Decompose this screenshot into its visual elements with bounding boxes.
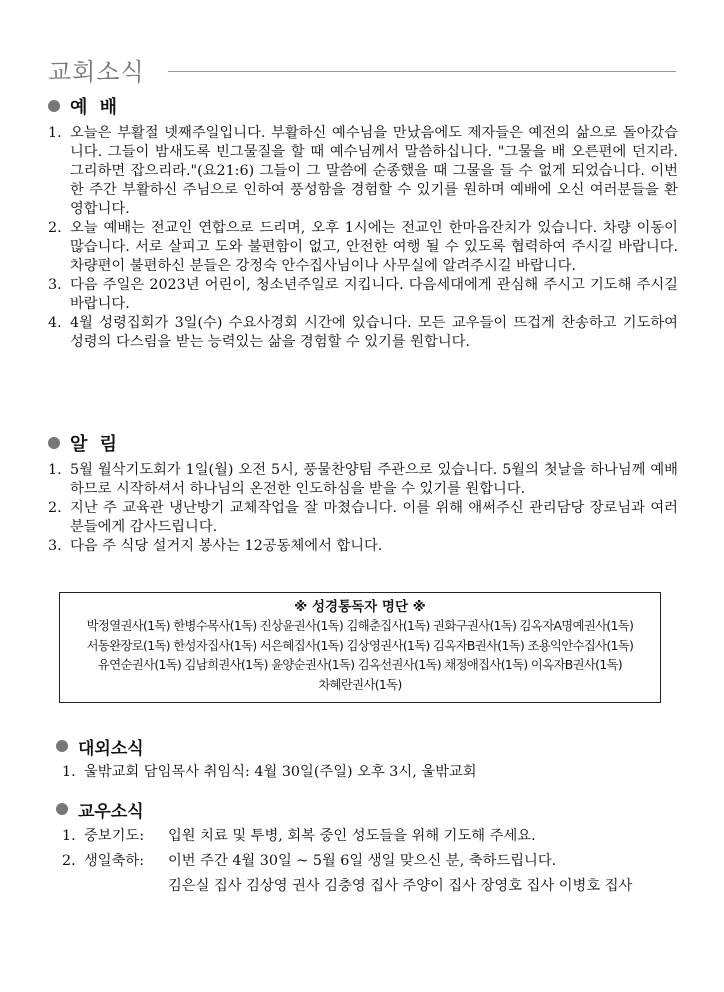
- list-item: 1. 5월 월삭기도회가 1일(월) 오전 5시, 풍물찬양팀 주관으로 있습니다. 5월의 첫날을 하나님께 예배하므로 시작하셔서 하나님의 온전한 인도하심을 받을 수 있기를 원합니다.: [48, 462, 678, 497]
- worship-item-text: 오늘은 부활절 넷째주일입니다. 부활하신 예수님을 만났음에도 제자들은 예전의 삶으로 돌아갔습니다. 그들이 밤새도록 빈그물질을 할 때 예수님께서 말씀하십니다. "그물을 배 오른편에 던지라.그리하면 잡으리라."(요21:6) 그들이 그 말씀에 순종했을 때 그물을 들 수 없게 되었습니다. 이번 한 주간 부활하신 주님으로 인하여 풍성함을 경험할 수 있기를 원하며 예배에 오신 여러분들을 환영합니다.: [70, 125, 678, 217]
- prayer-label: 중보기도:: [84, 828, 145, 844]
- reader-line: 차혜란권사(1독): [318, 677, 402, 692]
- birthday-names: 김은실 집사 김상영 권사 김충영 집사 주양이 집사 장영호 집사 이병호 집사: [168, 878, 633, 894]
- title-divider: [168, 71, 676, 72]
- prayer-text: 입원 치료 및 투병, 회복 중인 성도들을 위해 기도해 주세요.: [168, 828, 536, 844]
- list-item: 1. 오늘은 부활절 넷째주일입니다. 부활하신 예수님을 만났음에도 제자들은 예전의 삶으로 돌아갔습니다. 그들이 밤새도록 빈그물질을 할 때 예수님께서 말씀하십니다. "그물을 배 오른편에 던지라.그리하면 잡으리라."(요21:6) 그들이 그 말씀에 순종했을 때 그물을 들 수 없게 되었습니다. 이번 한 주간 부활하신 주님으로 인하여 풍성함을 경험할 수 있기를 원하며 예배에 오신 여러분들을 환영합니다.: [48, 125, 678, 217]
- external-heading: 대외소식: [78, 738, 144, 759]
- list-item: 3. 다음 주 식당 설거지 봉사는 12공동체에서 합니다.: [48, 537, 678, 556]
- pastoral-section: [56, 796, 676, 899]
- list-item: 1. 울밖교회 담임목사 취임식: 4월 30일(주일) 오후 3시, 울밖교회: [62, 763, 676, 782]
- reader-line: 유연순권사(1독) 김남희권사(1독) 윤양순권사(1독) 김옥선권사(1독) 채정애집사(1독) 이옥자B권사(1독): [97, 658, 623, 672]
- worship-heading: 예 배: [70, 97, 121, 118]
- notice-item-text: 지난 주 교육관 냉난방기 교체작업을 잘 마쳤습니다. 이를 위해 애써주신 관리담당 장로님과 여러분들에게 감사드립니다.: [70, 500, 678, 535]
- notices-section: [48, 430, 678, 556]
- list-item: 2. 오늘 예배는 전교인 연합으로 드리며, 오후 1시에는 전교인 한마음잔치가 있습니다. 차량 이동이 많습니다. 서로 살피고 도와 불편함이 없고, 안전한 여행 될 수 있도록 협력하여 주시길 바랍니다. 차량편이 불편하신 분들은 강정숙 안수집사님이나 사무실에 알려주시길 바랍니다.: [48, 220, 678, 274]
- list-item: 3. 다음 주일은 2023년 어린이, 청소년주일로 지킵니다. 다음세대에게 관심해 주시고 기도해 주시길 바랍니다.: [48, 277, 678, 312]
- notice-item-text: 다음 주 식당 설거지 봉사는 12공동체에서 합니다.: [70, 538, 383, 554]
- list-item: 2. 지난 주 교육관 냉난방기 교체작업을 잘 마쳤습니다. 이를 위해 애써주신 관리담당 장로님과 여러분들에게 감사드립니다.: [48, 500, 678, 535]
- list-item: 4. 4월 성령집회가 3일(수) 수요사경회 시간에 있습니다. 모든 교우들이 뜨겁게 찬송하고 기도하여 성령의 다스림을 받는 능력있는 삶을 경험할 수 있기를 원합니다.: [48, 315, 678, 350]
- birthday-label: 생일축하:: [84, 853, 145, 869]
- bullet-icon: [48, 437, 60, 449]
- birthday-text: 이번 주간 4월 30일 ~ 5월 6일 생일 맞으신 분, 축하드립니다.: [168, 853, 557, 869]
- external-section: [56, 733, 676, 782]
- notice-item-text: 5월 월삭기도회가 1일(월) 오전 5시, 풍물찬양팀 주관으로 있습니다. 5월의 첫날을 하나님께 예배하므로 시작하셔서 하나님의 온전한 인도하심을 받을 수 있기를 원합니다.: [70, 462, 678, 497]
- pastoral-heading: 교우소식: [78, 801, 144, 822]
- page-title: 교회소식: [48, 58, 145, 86]
- bullet-icon: [48, 100, 60, 112]
- list-item: 2. 생일축하: 이번 주간 4월 30일 ~ 5월 6일 생일 맞으신 분, 축하드립니다.: [62, 849, 676, 874]
- reader-line: 박정열권사(1독) 한병수목사(1독) 진상윤권사(1독) 김해춘집사(1독) 권화구권사(1독) 김옥자A명예권사(1독): [86, 619, 634, 633]
- notices-heading: 알 림: [70, 434, 121, 455]
- bible-readers-title: ※ 성경통독자 명단 ※: [294, 599, 426, 615]
- list-item: 1. 중보기도: 입원 치료 및 투병, 회복 중인 성도들을 위해 기도해 주세요.: [62, 824, 676, 849]
- bullet-icon: [56, 740, 68, 752]
- bullet-icon: [56, 803, 68, 815]
- bible-readers-box: [59, 592, 661, 703]
- worship-item-text: 다음 주일은 2023년 어린이, 청소년주일로 지킵니다. 다음세대에게 관심해 주시고 기도해 주시길 바랍니다.: [70, 277, 678, 312]
- external-item-text: 울밖교회 담임목사 취임식: 4월 30일(주일) 오후 3시, 울밖교회: [84, 764, 477, 780]
- reader-line: 서동완장로(1독) 한성자집사(1독) 서은혜집사(1독) 김상영권사(1독) 김옥자B권사(1독) 조용익안수집사(1독): [86, 638, 634, 653]
- worship-item-text: 4월 성령집회가 3일(수) 수요사경회 시간에 있습니다. 모든 교우들이 뜨겁게 찬송하고 기도하여 성령의 다스림을 받는 능력있는 삶을 경험할 수 있기를 원합니다.: [70, 315, 678, 350]
- worship-item-text: 오늘 예배는 전교인 연합으로 드리며, 오후 1시에는 전교인 한마음잔치가 있습니다. 차량 이동이 많습니다. 서로 살피고 도와 불편함이 없고, 안전한 여행 될 수 있도록 협력하여 주시길 바랍니다. 차량편이 불편하신 분들은 강정숙 안수집사님이나 사무실에 알려주시길 바랍니다.: [70, 220, 678, 274]
- worship-section: [48, 93, 678, 352]
